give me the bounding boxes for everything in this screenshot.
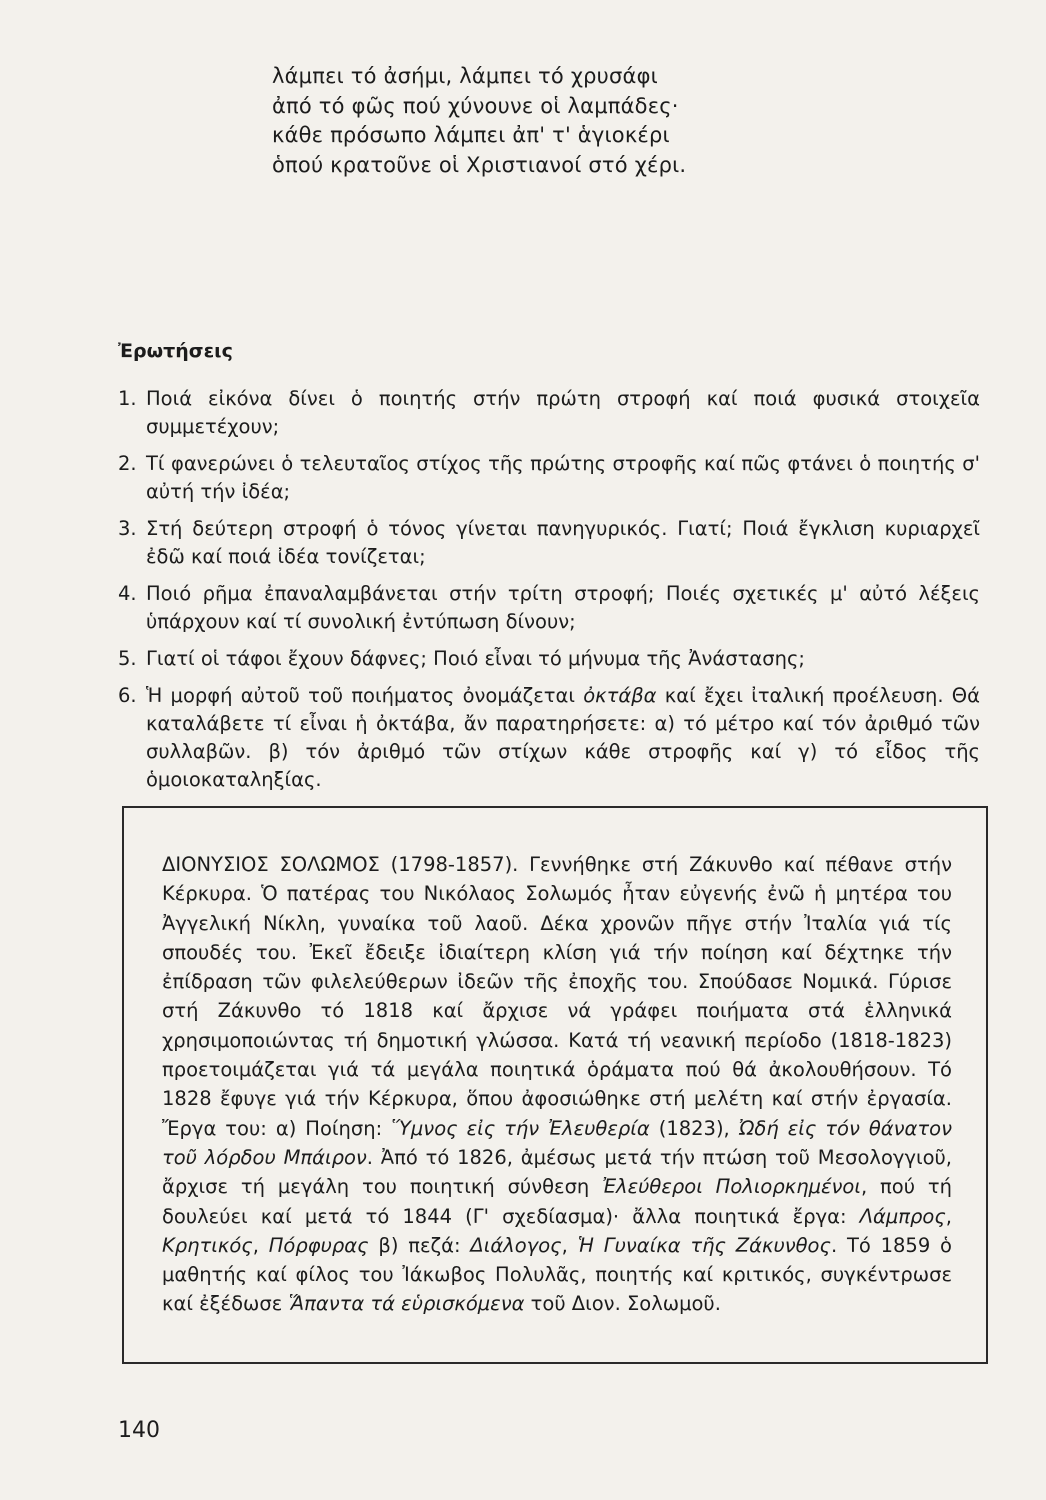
work-title: Ὕμνος εἰς τήν Ἐλευθερία	[391, 1116, 650, 1140]
bio-text-part: ,	[945, 1204, 952, 1228]
question-text: Ποιό ρῆμα ἐπαναλαμβάνεται στήν τρίτη στροφή; Ποιές σχετικές μ' αὐτό λέξεις ὑπάρχουν καί τί συνολική ἐντύπωση δίνουν;	[146, 582, 980, 633]
question-number: 5.	[118, 647, 137, 670]
question-text: Στή δεύτερη στροφή ὁ τόνος γίνεται πανηγυρικός. Γιατί; Ποιά ἔγκλιση κυριαρχεῖ ἐδῶ καί ποιά ἰδέα τονίζεται;	[146, 517, 980, 568]
work-title: Πόρφυρας	[268, 1233, 369, 1257]
bio-text-part: ,	[561, 1233, 578, 1257]
work-title: Διάλογος	[470, 1233, 562, 1257]
question-text: Ποιά εἰκόνα δίνει ὁ ποιητής στήν πρώτη στροφή καί ποιά φυσικά στοιχεῖα συμμετέχουν;	[146, 387, 980, 438]
work-title: Ἡ Γυναίκα τῆς Ζάκυνθος	[577, 1233, 831, 1257]
question-item	[118, 682, 980, 794]
questions-list	[118, 385, 980, 803]
bio-text-part: (1823),	[649, 1116, 739, 1140]
poem-line: λάμπει τό ἀσήμι, λάμπει τό χρυσάφι	[272, 64, 658, 88]
biography-text	[162, 850, 952, 1319]
bio-text-part: ,	[252, 1233, 269, 1257]
work-title: Λάμπρος	[859, 1204, 946, 1228]
bio-text-part: . Τό 1859 ὁ μαθητής καί φίλος του Ἰάκωβος Πολυλᾶς, ποιητής καί κριτικός, συγκέντρωσε καί ἐξέδωσε	[162, 1233, 952, 1316]
poem-line: ἀπό τό φῶς πού χύνουνε οἱ λαμπάδες·	[272, 93, 679, 118]
question-text	[146, 682, 980, 794]
question-item	[118, 450, 980, 506]
biography-box	[122, 806, 988, 1364]
bio-text-part: . Ἀπό τό 1826, ἀμέσως μετά τήν πτώση τοῦ Μεσολογγιοῦ, ἄρχισε τή μεγάλη του ποιητική σύνθεση	[162, 1145, 952, 1199]
bio-text-part: , πού τή δουλεύει καί μετά τό 1844 (Γ' σχεδίασμα)· ἄλλα ποιητικά ἔργα:	[162, 1175, 952, 1228]
bio-text-part: β) πεζά:	[368, 1233, 471, 1257]
question-text: Τί φανερώνει ὁ τελευταῖος στίχος τῆς πρώτης στροφῆς καί πῶς φτάνει ὁ ποιητής σ' αὐτή τήν ἰδέα;	[146, 452, 980, 503]
work-title: Κρητικός	[162, 1233, 253, 1257]
question-item	[118, 515, 980, 571]
question-text: Γιατί οἱ τάφοι ἔχουν δάφνες; Ποιό εἶναι τό μήνυμα τῆς Ἀνάστασης;	[146, 647, 805, 670]
bio-text-part: ΔΙΟΝΥΣΙΟΣ ΣΟΛΩΜΟΣ (1798-1857). Γεννήθηκε στή Ζάκυνθο καί πέθανε στήν Κέρκυρα. Ὁ πατέρας του Νικόλαος Σολωμός ἦταν εὐγενής ἐνῶ ἡ μητέρα του Ἀγγελική Νίκλη, γυναίκα τοῦ λαοῦ. Δέκα χρονῶν πῆγε στήν Ἰταλία γιά τίς σπουδές του. Ἐκεῖ ἔδειξε ἰδιαίτερη κλίση γιά τήν ποίηση καί δέχτηκε τήν ἐπίδραση τῶν φιλελεύθερων ἰδεῶν τῆς ἐποχῆς του. Σπούδασε Νομικά. Γύρισε στή Ζάκυνθο τό 1818 καί ἄρχισε νά γράφει ποιήματα στά ἑλληνικά χρησιμοποιώντας τή δημοτική γλώσσα. Κατά τή νεανική περίοδο (1818-1823) προετοιμάζεται γιά τά μεγάλα ποιητικά ὁράματα πού θά ἀκολουθήσουν. Τό 1828 ἔφυγε γιά τήν Κέρκυρα, ὅπου ἀφοσιώθηκε στή μελέτη καί στήν ἐργασία. Ἔργα του: α) Ποίηση:	[162, 853, 952, 1140]
poem-stanza	[272, 62, 686, 180]
question-number: 2.	[118, 452, 137, 475]
question-item	[118, 385, 980, 441]
questions-heading: Ἐρωτήσεις	[118, 340, 233, 362]
question-item	[118, 580, 980, 636]
question-number: 1.	[118, 387, 137, 410]
page-number: 140	[118, 1418, 160, 1443]
question-number: 4.	[118, 582, 137, 605]
work-title: Ἅπαντα τά εὑρισκόμενα	[288, 1292, 525, 1316]
question-text-part: Ἡ μορφή αὐτοῦ τοῦ ποιήματος ὀνομάζεται	[146, 684, 584, 707]
question-text-part: καί ἔχει ἰταλική προέλευση. Θά καταλάβετε τί εἶναι ἡ ὀκτάβα, ἄν παρατηρήσετε: α) τό μέτρο καί τόν ἀριθμό τῶν συλλαβῶν. β) τόν ἀριθμό τῶν στίχων κάθε στροφῆς καί γ) τό εἶδος τῆς ὁμοιοκαταληξίας.	[146, 684, 980, 791]
question-item	[118, 645, 980, 673]
poem-line: ὁπού κρατοῦνε οἱ Χριστιανοί στό χέρι.	[272, 152, 687, 177]
poem-line: κάθε πρόσωπο λάμπει ἀπ' τ' ἁγιοκέρι	[272, 123, 670, 147]
work-title: Ἐλεύθεροι Πολιορκημένοι	[602, 1175, 861, 1199]
term-italic: ὀκτάβα	[583, 684, 657, 707]
work-title: Ὠδή εἰς τόν θάνατον τοῦ λόρδου Μπάιρον	[162, 1116, 952, 1169]
question-number: 3.	[118, 517, 137, 540]
bio-text-part: τοῦ Διον. Σολωμοῦ.	[524, 1292, 721, 1316]
question-number: 6.	[118, 684, 137, 707]
